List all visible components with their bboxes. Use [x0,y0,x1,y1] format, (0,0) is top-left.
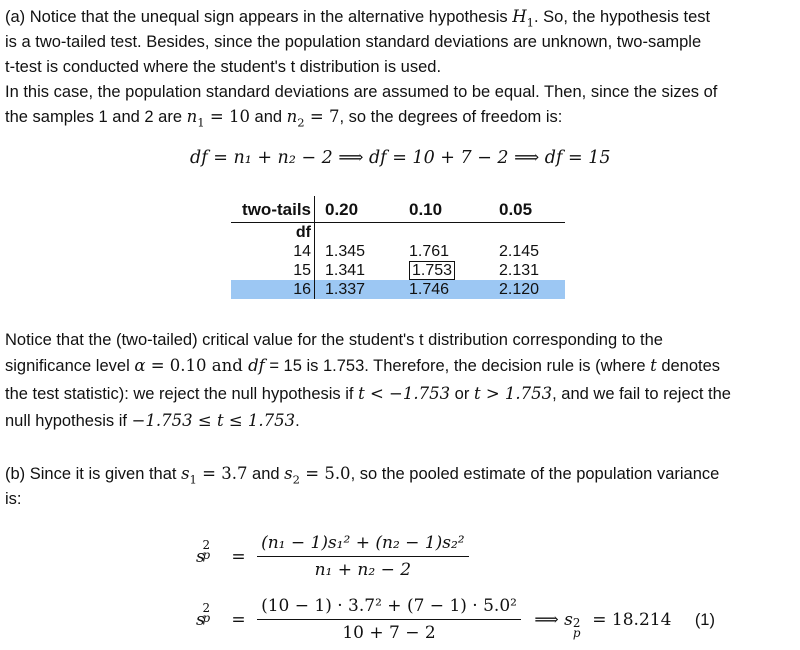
s1-symbol: $s_1$ [181,464,197,487]
n1-symbol: $n_1$ [186,107,205,130]
pooled-variance-formula: s 2 p = $\frac{\text{(n₁ − 1)s₁² + (n₂ − 1)s₂²}}{\text{n₁ + n₂ − 2}}$ [196,530,469,583]
equation-number: (1) [694,610,715,629]
table-row [231,242,565,261]
header-010: 0.10 [401,196,487,223]
sp2-symbol: s 2 p [196,537,211,567]
part-a-line-4: In this case, the population standard deviations are assumed to be equal. Then, since the sizes of [5,83,718,101]
table-cell: 14 [231,242,315,261]
part-b-line-2: is: [5,490,22,508]
s2-symbol: $s_2$ [284,464,300,487]
table-cell: 2.131 [499,262,540,279]
critical-line-3: the test statistic): we reject the null hypothesis if t < −1.753 or t > 1.753, and we fail to reject the [5,384,731,403]
header-005: 0.05 [487,196,565,223]
table-cell: 1.345 [325,243,366,260]
table-cell: 1.341 [325,262,366,279]
table-row-df-label [231,223,565,243]
critical-value-box: 1.753 [409,261,455,280]
calculation-denominator: 10 + 7 − 2 [342,623,436,643]
table-row [231,261,565,280]
part-b-line-1: (b) Since it is given that $s_1 = 3.7$ and $s_2 = 5.0$, so the pooled estimate of the population variance [5,464,720,487]
part-a-line-3: t-test is conducted where the student's t distribution is used. [5,58,442,76]
part-a-line-1 [5,6,710,28]
df-equation: df = n₁ + n₂ − 2 ⟹ df = 10 + 7 − 2 ⟹ df = 15 [190,148,611,168]
part-a-line-5: the samples 1 and 2 are $n_1 = 10$ and $n_2 = 7$, so the degrees of freedom is: [5,107,563,130]
header-020: 0.20 [315,196,402,223]
df-symbol: df [248,356,265,375]
critical-line-4: null hypothesis if −1.753 ≤ t ≤ 1.753. [5,411,300,430]
header-two-tails: two-tails [231,196,315,223]
table-cell: 1.337 [315,280,402,299]
table-cell: 16 [231,280,315,299]
table-row-highlighted [231,280,565,299]
critical-value-cell [401,261,487,280]
h1-symbol: $H_1$ [512,7,534,30]
formula-numerator: (n₁ − 1)s₁² + (n₂ − 1)s₂² [257,530,469,557]
sp2-symbol: s 2 p [196,600,211,630]
table-cell: 1.746 [401,280,487,299]
reject-condition-upper: t > 1.753 [473,384,553,403]
table-cell: 1.761 [409,243,450,260]
reject-condition-lower: t < −1.753 [358,384,451,403]
fail-to-reject-condition: −1.753 ≤ t ≤ 1.753 [131,411,296,430]
text: (a) Notice that the unequal sign appears in the alternative hypothesis [5,8,513,26]
t-symbol: t [650,356,657,375]
table-cell: 15 [231,261,315,280]
calculation-numerator: (10 − 1) · 3.7² + (7 − 1) · 5.0² [257,593,521,620]
critical-line-2: significance level α = 0.10 and df = 15 is 1.753. Therefore, the decision rule is (where t denotes [5,356,721,375]
result: ⟹ s 2 p = 18.214 [534,609,672,641]
formula-fraction [257,530,469,583]
table-cell: 2.120 [487,280,565,299]
table-cell: 2.145 [499,243,540,260]
t-distribution-table [231,196,565,299]
n2-symbol: $n_2$ [286,107,305,130]
formula-denominator: n₁ + n₂ − 2 [314,560,412,580]
part-a-line-2: is a two-tailed test. Besides, since the population standard deviations are unknown, two-sample [5,33,702,51]
df-label: df [231,223,315,243]
alpha-symbol: α [134,356,146,375]
critical-line-1: Notice that the (two-tailed) critical value for the student's t distribution corresponding to the [5,331,663,349]
calculation-fraction [257,593,521,646]
pooled-variance-calculation: s 2 p = $\frac{\text{(10 − 1) · 3.7² + (7 − 1) · 5.0²}}{10 + 7 - 2}$ ⟹ s 2 p = 18.214 (1) [196,593,715,646]
text: . So, the hypothesis test [533,8,711,26]
